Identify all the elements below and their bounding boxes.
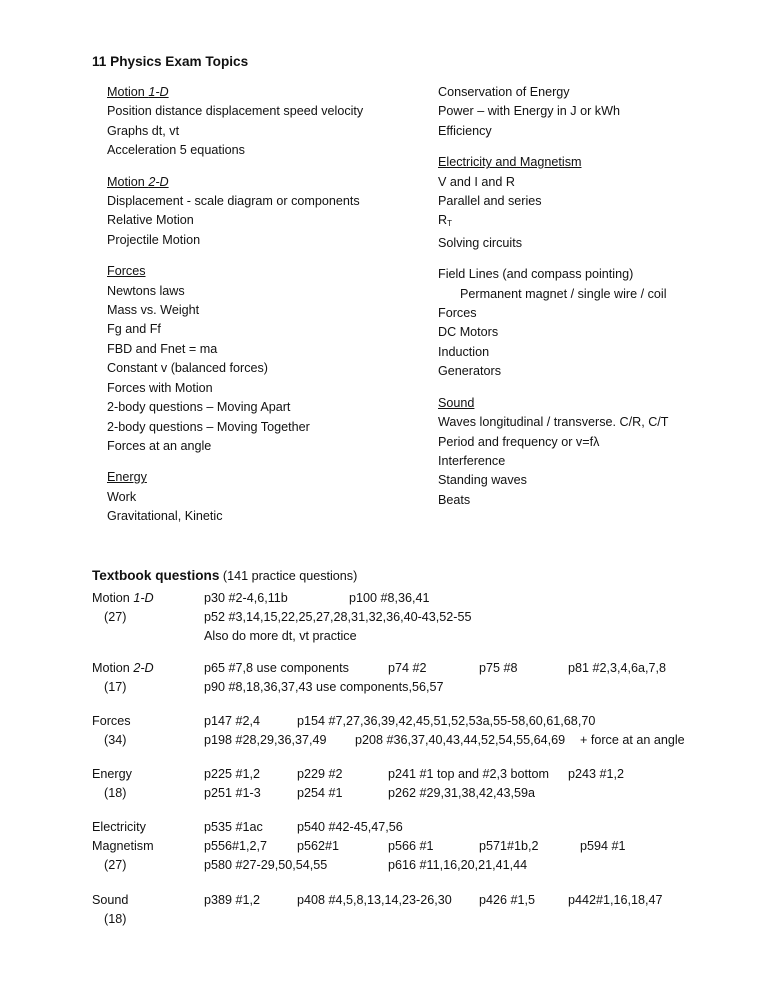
- topic-item: Solving circuits: [438, 235, 522, 250]
- topic-item: Power – with Energy in J or kWh: [438, 104, 620, 119]
- topic-item: Forces: [438, 306, 477, 321]
- question-ref: p100 #8,36,41: [349, 591, 430, 605]
- topic-item: Waves longitudinal / transverse. C/R, C/T: [438, 415, 669, 430]
- topics-right-column: [438, 83, 669, 510]
- topic-item: Newtons laws: [107, 283, 185, 298]
- row-label: Forces (34): [92, 714, 131, 747]
- topic-item: 2-body questions – Moving Together: [107, 419, 310, 434]
- question-ref: p262 #29,31,38,42,43,59a: [388, 786, 536, 800]
- topic-item: Induction: [438, 344, 490, 359]
- question-ref: p594 #1: [580, 839, 626, 853]
- question-ref: p90 #8,18,36,37,43 use components,56,57: [204, 680, 444, 694]
- topic-item: Forces at an angle: [107, 438, 212, 453]
- topic-item: Relative Motion: [107, 213, 194, 228]
- topic-item: Projectile Motion: [107, 232, 201, 247]
- question-ref: p229 #2: [297, 767, 343, 781]
- rt-item: $R_T$: [438, 213, 452, 229]
- question-ref: p75 #8: [479, 661, 518, 675]
- question-ref: Also do more dt, vt practice: [204, 629, 357, 643]
- question-ref: p74 #2: [388, 661, 427, 675]
- topic-item: Interference: [438, 453, 506, 468]
- question-ref: p65 #7,8 use components: [204, 661, 349, 675]
- question-ref: p566 #1: [388, 839, 434, 853]
- question-ref: p208 #36,37,40,43,44,52,54,55,64,69: [355, 733, 566, 747]
- topics-left-column: [107, 83, 363, 527]
- question-ref: p616 #11,16,20,21,41,44: [388, 858, 528, 872]
- topic-item: Parallel and series: [438, 194, 542, 209]
- row-label: Electricity Magnetism (27): [92, 820, 154, 872]
- sound-heading: Sound: [438, 395, 475, 410]
- question-ref: p198 #28,29,36,37,49: [204, 733, 327, 747]
- question-ref: p30 #2-4,6,11b: [204, 591, 288, 605]
- question-ref: p81 #2,3,4,6a,7,8: [568, 661, 667, 675]
- question-ref: p389 #1,2: [204, 893, 261, 907]
- topic-item: Forces with Motion: [107, 380, 213, 395]
- topic-item: Gravitational, Kinetic: [107, 509, 223, 524]
- row-label: Sound (18): [92, 893, 129, 926]
- topic-item: Constant v (balanced forces): [107, 361, 269, 376]
- question-ref: p243 #1,2: [568, 767, 625, 781]
- question-ref: p154 #7,27,36,39,42,45,51,52,53a,55-58,60,61,68,70: [297, 714, 596, 728]
- question-ref: p426 #1,5: [479, 893, 536, 907]
- topic-item: Efficiency: [438, 123, 492, 138]
- question-ref: p562#1: [297, 839, 340, 853]
- question-ref: p147 #2,4: [204, 714, 261, 728]
- question-ref: p408 #4,5,8,13,14,23-26,30: [297, 893, 452, 907]
- question-ref: p225 #1,2: [204, 767, 261, 781]
- topic-item: V and I and R: [438, 174, 516, 189]
- row-label: Motion 2-D (17): [92, 661, 154, 694]
- topic-item: DC Motors: [438, 325, 499, 340]
- topic-item: Work: [107, 489, 137, 504]
- topic-item: Field Lines (and compass pointing): [438, 267, 634, 282]
- textbook-heading: Textbook questions (141 practice questions): [92, 568, 358, 583]
- question-ref: p556#1,2,7: [204, 839, 268, 853]
- electricity-magnetism-heading: Electricity and Magnetism: [438, 155, 582, 170]
- topic-item: Beats: [438, 492, 471, 507]
- motion-2d-heading: Motion 2-D: [107, 174, 169, 189]
- topic-item: Generators: [438, 364, 501, 379]
- question-ref: p540 #42-45,47,56: [297, 820, 403, 834]
- row-label: Motion 1-D (27): [92, 591, 154, 624]
- topic-item: Graphs dt, vt: [107, 123, 180, 138]
- topic-item: Conservation of Energy: [438, 85, 570, 99]
- topic-item-indented: Permanent magnet / single wire / coil: [460, 286, 667, 301]
- topic-item: Standing waves: [438, 473, 527, 488]
- topic-item: Displacement - scale diagram or components: [107, 194, 360, 209]
- row-label: Energy (18): [92, 767, 132, 800]
- topic-item: Fg and Ff: [107, 322, 161, 337]
- topic-item: Position distance displacement speed velocity: [107, 104, 364, 119]
- topic-item: Acceleration 5 equations: [107, 143, 245, 158]
- topic-item: Period and frequency or v=fλ: [438, 434, 600, 449]
- question-ref: p571#1b,2: [479, 839, 539, 853]
- question-ref: p254 #1: [297, 786, 343, 800]
- question-ref: p251 #1-3: [204, 786, 261, 800]
- question-ref: p442#1,16,18,47: [568, 893, 663, 907]
- question-ref: p580 #27-29,50,54,55: [204, 858, 328, 872]
- topic-item: 2-body questions – Moving Apart: [107, 400, 291, 415]
- question-ref: p241 #1 top and #2,3 bottom: [388, 767, 550, 781]
- question-ref: p535 #1ac: [204, 820, 263, 834]
- question-ref: p52 #3,14,15,22,25,27,28,31,32,36,40-43,52-55: [204, 610, 472, 624]
- page-title: 11 Physics Exam Topics: [92, 54, 249, 69]
- energy-heading: Energy: [107, 470, 147, 485]
- forces-heading: Forces: [107, 264, 146, 279]
- topic-item: Mass vs. Weight: [107, 303, 200, 318]
- motion-1d-heading: Motion 1-D: [107, 85, 169, 99]
- question-ref: + force at an angle: [580, 733, 685, 747]
- topic-item: FBD and Fnet = ma: [107, 341, 218, 356]
